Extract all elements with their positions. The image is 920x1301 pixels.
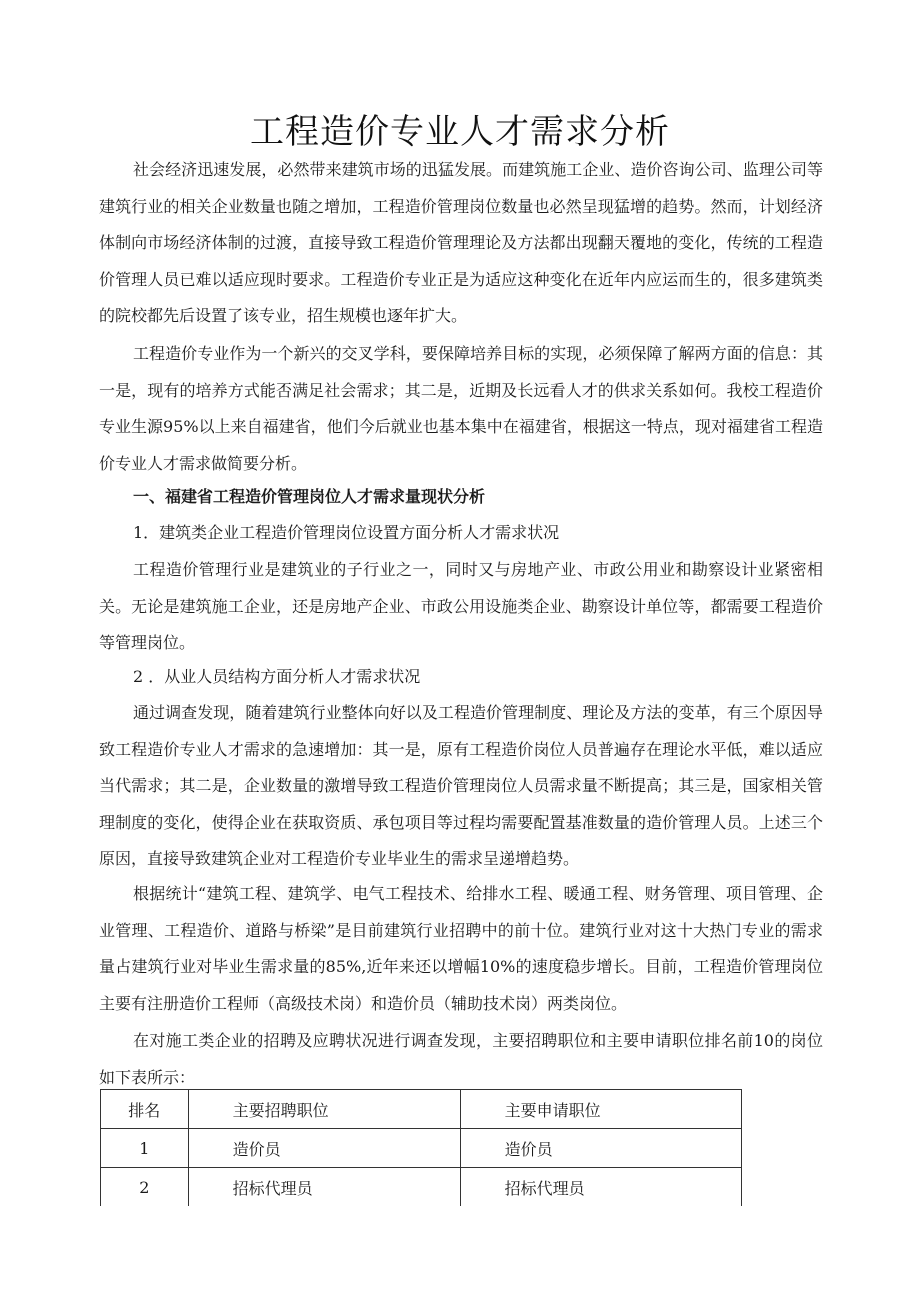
subsection-heading-1: 1．建筑类企业工程造价管理岗位设置方面分析人才需求状况 [133, 523, 560, 542]
ranking-table [100, 1089, 742, 1206]
paragraph-survey: 通过调查发现，随着建筑行业整体向好以及工程造价管理制度、理论及方法的变革，有三个原因导致工程造价专业人才需求的急速增加：其一是，原有工程造价岗位人员普遍存在理论水平低，难以适应当代需求；其二是，企业数量的激增导致工程造价管理岗位人员需求量不断提高；其三是，国家相关管理制度的变化，使得企业在获取资质、承包项目等过程均需要配置基准数量的造价管理人员。上述三个原因，直接导致建筑企业对工程造价专业毕业生的需求呈递增趋势。 [99, 703, 823, 869]
table-cell: 招标代理员 [460, 1168, 741, 1207]
section-heading: 一、福建省工程造价管理岗位人才需求量现状分析 [133, 487, 486, 506]
paragraph-statistics: 根据统计“建筑工程、建筑学、电气工程技术、给排水工程、暖通工程、财务管理、项目管理、企业管理、工程造价、道路与桥梁”是目前建筑行业招聘中的前十位。建筑行业对这十大热门专业的需求量占建筑行业对毕业生需求量的85%,近年来还以增幅10%的速度稳步增长。目前，工程造价管理岗位主要有注册造价工程师（高级技术岗）和造价员（辅助技术岗）两类岗位。 [99, 884, 823, 1013]
table-cell: 招标代理员 [188, 1168, 460, 1207]
table-cell: 1 [101, 1129, 189, 1168]
table-header-cell: 主要招聘职位 [188, 1090, 460, 1129]
table-header-row [101, 1090, 742, 1129]
subsection-heading-2: 2 ．从业人员结构方面分析人才需求状况 [133, 667, 421, 686]
table-header-cell: 排名 [101, 1090, 189, 1129]
table-row [101, 1129, 742, 1168]
paragraph-table-intro: 在对施工类企业的招聘及应聘状况进行调查发现，主要招聘职位和主要申请职位排名前10的岗位如下表所示： [99, 1031, 823, 1087]
table-cell: 造价员 [188, 1129, 460, 1168]
table-cell: 2 [101, 1168, 189, 1207]
table-header-cell: 主要申请职位 [460, 1090, 741, 1129]
document-title: 工程造价专业人才需求分析 [250, 112, 670, 152]
paragraph-background: 工程造价专业作为一个新兴的交叉学科，要保障培养目标的实现，必须保障了解两方面的信息：其一是，现有的培养方式能否满足社会需求；其二是，近期及长远看人才的供求关系如何。我校工程造价专业生源95%以上来自福建省，他们今后就业也基本集中在福建省，根据这一特点，现对福建省工程造价专业人才需求做简要分析。 [99, 344, 823, 473]
paragraph-industry: 工程造价管理行业是建筑业的子行业之一，同时又与房地产业、市政公用业和勘察设计业紧密相关。无论是建筑施工企业，还是房地产企业、市政公用设施类企业、勘察设计单位等，都需要工程造价等管理岗位。 [99, 560, 823, 653]
table-row [101, 1168, 742, 1207]
paragraph-intro: 社会经济迅速发展，必然带来建筑市场的迅猛发展。而建筑施工企业、造价咨询公司、监理公司等建筑行业的相关企业数量也随之增加，工程造价管理岗位数量也必然呈现猛增的趋势。然而，计划经济体制向市场经济体制的过渡，直接导致工程造价管理理论及方法都出现翻天覆地的变化，传统的工程造价管理人员已难以适应现时要求。工程造价专业正是为适应这种变化在近年内应运而生的，很多建筑类的院校都先后设置了该专业，招生规模也逐年扩大。 [99, 160, 823, 326]
table-cell: 造价员 [460, 1129, 741, 1168]
